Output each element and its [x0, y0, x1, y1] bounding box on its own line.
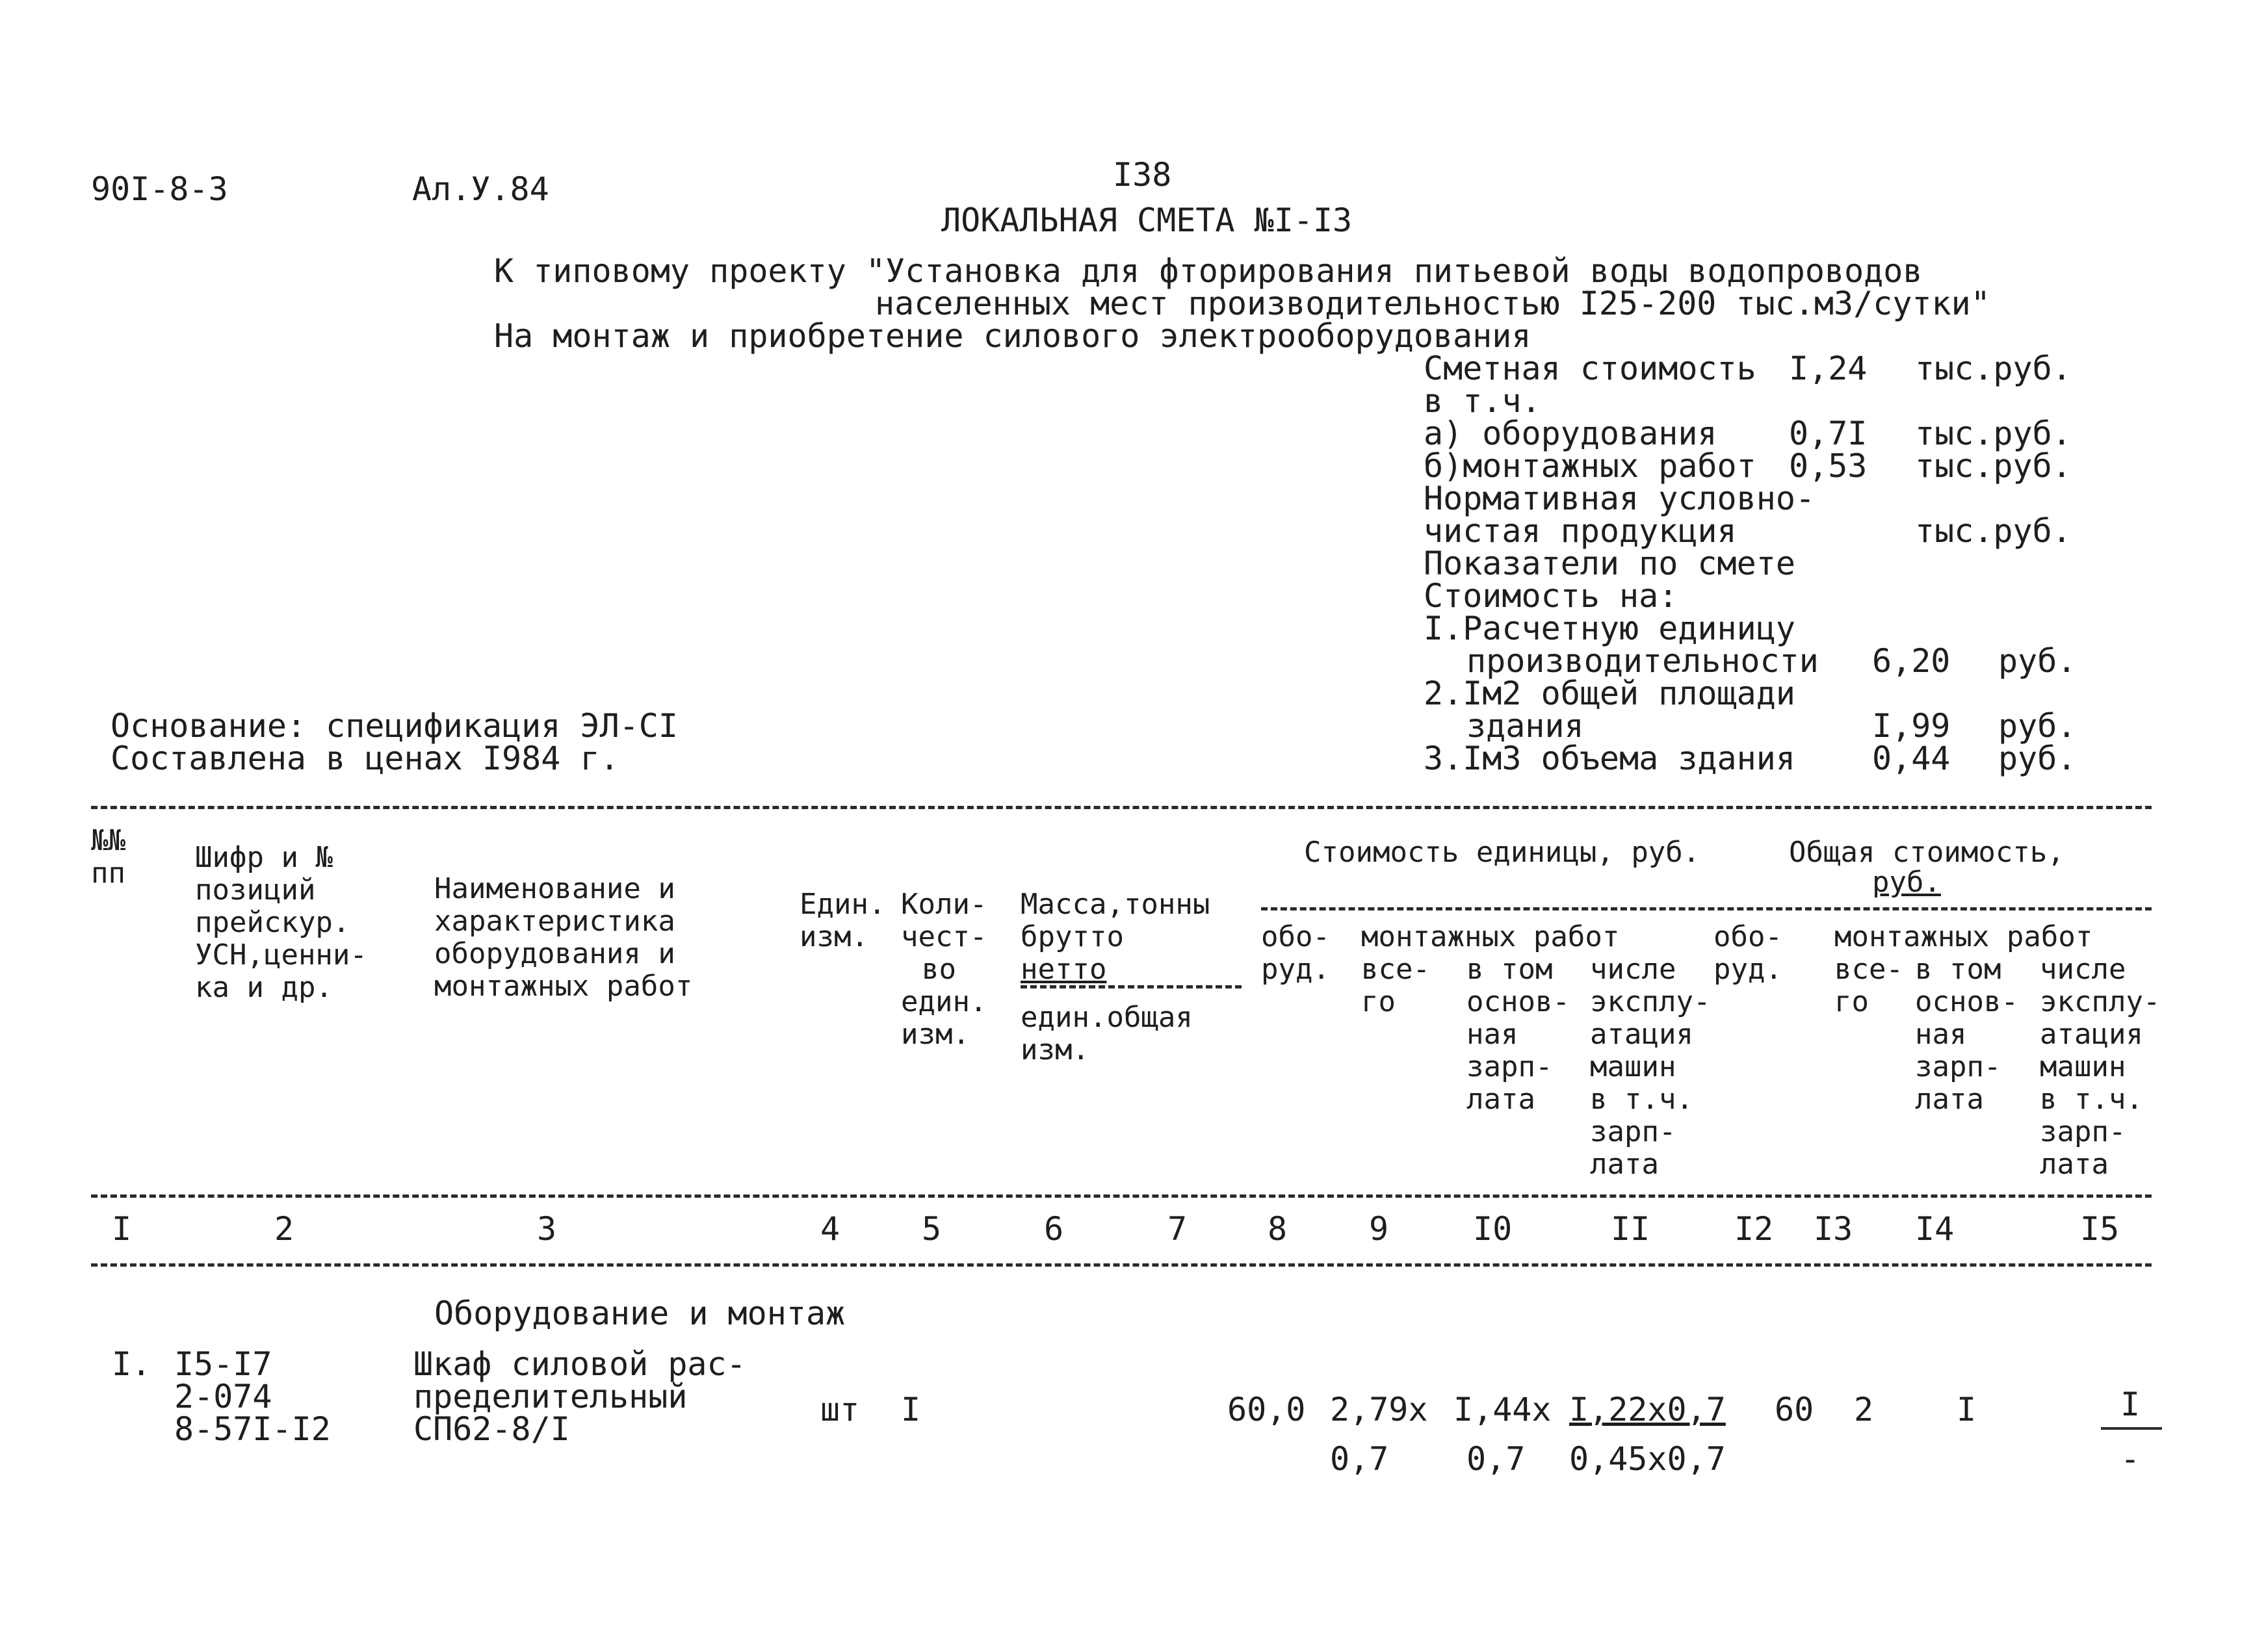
column-number: 3 — [537, 1210, 557, 1248]
installation-cost-unit: тыс.руб. — [1915, 447, 2072, 485]
col15-header-2: эксплу- — [2040, 985, 2161, 1018]
col9-header-1: все- — [1361, 953, 1430, 986]
row-code-1: I5-I7 — [174, 1345, 272, 1383]
column-number: I4 — [1915, 1210, 1955, 1248]
col3-header-4: монтажных работ — [434, 970, 693, 1003]
col14-header-1: в том — [1915, 953, 2001, 986]
indicator-1-label: I.Расчетную единицу — [1424, 610, 1795, 647]
column-number: I3 — [1814, 1210, 1853, 1248]
table-top-rule — [91, 806, 2152, 809]
row-install-unit-total-coef: 0,7 — [1330, 1440, 1389, 1478]
indicator-2-label: 2.Iм2 общей площади — [1424, 675, 1795, 712]
row-name-1: Шкаф силовой рас- — [413, 1345, 746, 1383]
row-machine-total-wage: - — [2120, 1440, 2141, 1478]
col1-header-2: пп — [91, 857, 125, 890]
equipment-cost-value: 0,7I — [1789, 415, 1868, 452]
row-equipment-total: 60 — [1775, 1391, 1814, 1428]
section-title: Оборудование и монтаж — [434, 1295, 846, 1332]
cost-per-heading: Стоимость на: — [1424, 577, 1678, 615]
col8-header-2: руд. — [1261, 953, 1330, 986]
equipment-cost-label: а) оборудования — [1424, 415, 1717, 452]
row-unit: шт — [820, 1391, 860, 1428]
col11-header-6: зарп- — [1590, 1115, 1676, 1148]
col10-header-1: в том — [1466, 953, 1553, 986]
col3-header-1: Наименование и — [434, 872, 675, 905]
col15-header-5: в т.ч. — [2040, 1083, 2143, 1116]
col10-header-3: ная — [1466, 1018, 1518, 1051]
estimated-cost-unit: тыс.руб. — [1915, 350, 2072, 387]
col5-header-4: един. — [901, 985, 987, 1018]
col11-header-2: эксплу- — [1590, 985, 1711, 1018]
estimated-cost-label: Сметная стоимость — [1424, 350, 1756, 387]
page-number: I38 — [1113, 156, 1172, 194]
indicator-2-value: I,99 — [1872, 707, 1951, 745]
column-number: 6 — [1044, 1210, 1064, 1248]
col11-header-4: машин — [1590, 1050, 1676, 1083]
row-name-2: пределительный — [413, 1378, 688, 1415]
mass-brutto: брутто — [1021, 920, 1124, 953]
column-number: I5 — [2080, 1210, 2120, 1248]
indicator-1-value: 6,20 — [1872, 642, 1951, 680]
total-cost-group-header: Общая стоимость, — [1789, 836, 2064, 869]
col8-header-1: обо- — [1261, 920, 1330, 953]
col15-header-1: числе — [2040, 953, 2126, 986]
col9-header-2: го — [1361, 985, 1396, 1018]
col2-header-1: Шифр и № — [195, 841, 333, 874]
col15-header-4: машин — [2040, 1050, 2126, 1083]
col15-header-6: зарп- — [2040, 1115, 2126, 1148]
project-line-2: населенных мест производительностью I25-200 тыс.м3/сутки" — [875, 285, 1990, 322]
including-label: в т.ч. — [1424, 382, 1541, 420]
column-number: 7 — [1167, 1210, 1188, 1248]
row-quantity: I — [901, 1391, 921, 1428]
col5-header-2: чест- — [901, 920, 987, 953]
row-install-unit-wage: I,44х — [1453, 1391, 1552, 1428]
col11-header-3: атация — [1590, 1018, 1693, 1051]
col1-header-1: №№ — [91, 824, 125, 857]
estimated-cost-value: I,24 — [1789, 350, 1868, 387]
unit-cost-group-header: Стоимость единицы, руб. — [1304, 836, 1700, 869]
mass-sub-1: един.общая — [1021, 1001, 1193, 1034]
column-number: II — [1611, 1210, 1650, 1248]
fraction-bar — [2101, 1427, 2162, 1430]
row-install-total-wage: I — [1957, 1391, 1977, 1428]
col2-header-3: прейскур. — [195, 906, 350, 939]
document-code: 90I-8-3 — [91, 170, 228, 208]
indicator-2-unit: руб. — [1998, 707, 2077, 745]
col12-header-2: руд. — [1713, 953, 1782, 986]
col10-header-5: лата — [1466, 1083, 1535, 1116]
indicators-heading: Показатели по смете — [1424, 545, 1795, 582]
col14-header-4: зарп- — [1915, 1050, 2001, 1083]
col4-header-2: изм. — [800, 920, 868, 953]
indicator-1-label-2: производительности — [1466, 642, 1819, 680]
col3-header-3: оборудования и — [434, 937, 675, 970]
project-line-1: К типовому проекту "Установка для фторирования питьевой воды водопроводов — [494, 252, 1923, 290]
mass-rule — [1021, 985, 1242, 988]
basis-line: Основание: спецификация ЭЛ-СI — [111, 707, 678, 745]
row-install-unit-total: 2,79х — [1330, 1391, 1428, 1428]
estimate-purpose: На монтаж и приобретение силового электрооборудования — [494, 317, 1531, 355]
numbers-bottom-rule — [91, 1263, 2152, 1267]
col14-header-2: основ- — [1915, 985, 2018, 1018]
col5-header-3: во — [922, 953, 956, 986]
col2-header-5: ка и др. — [195, 971, 333, 1004]
install-total-header: монтажных работ — [1834, 920, 2093, 953]
row-machine-total: I — [2120, 1386, 2141, 1423]
mass-netto: нетто — [1021, 953, 1107, 986]
prices-year-line: Составлена в ценах I984 г. — [111, 740, 619, 777]
col15-header-7: лата — [2040, 1148, 2109, 1181]
column-number: 2 — [274, 1210, 294, 1248]
col10-header-4: зарп- — [1466, 1050, 1553, 1083]
row-code-2: 2-074 — [174, 1378, 272, 1415]
row-install-total: 2 — [1854, 1391, 1874, 1428]
col14-header-3: ная — [1915, 1018, 1967, 1051]
column-number: I2 — [1734, 1210, 1774, 1248]
mass-sub-2: изм. — [1021, 1033, 1089, 1066]
column-number: I0 — [1473, 1210, 1513, 1248]
mass-header: Масса,тонны — [1021, 888, 1210, 921]
equipment-cost-unit: тыс.руб. — [1915, 415, 2072, 452]
estimate-title: ЛОКАЛЬНАЯ СМЕТА №I-I3 — [941, 201, 1353, 239]
header-bottom-rule — [91, 1194, 2152, 1198]
install-unit-header: монтажных работ — [1361, 920, 1620, 953]
col11-header-5: в т.ч. — [1590, 1083, 1693, 1116]
col5-header-5: изм. — [901, 1018, 970, 1051]
album-code: Ал.У.84 — [412, 170, 549, 208]
normative-label-1: Нормативная условно- — [1424, 480, 1816, 517]
column-number: 5 — [922, 1210, 942, 1248]
row-machine-operation: I,22х0,7 — [1569, 1391, 1726, 1428]
indicator-2-label-2: здания — [1466, 707, 1584, 745]
indicator-3-value: 0,44 — [1872, 740, 1951, 777]
normative-label-2: чистая продукция — [1424, 512, 1737, 550]
group-rule — [1261, 907, 2152, 910]
col5-header-1: Коли- — [901, 888, 987, 921]
col11-header-7: лата — [1590, 1148, 1659, 1181]
indicator-3-label: 3.Iм3 объема здания — [1424, 740, 1795, 777]
col13-header-1: все- — [1834, 953, 1903, 986]
total-cost-group-header-2: руб. — [1872, 866, 1941, 899]
row-number: I. — [112, 1345, 151, 1383]
col2-header-4: УСН,ценни- — [195, 938, 367, 972]
col11-header-1: числе — [1590, 953, 1676, 986]
normative-unit: тыс.руб. — [1915, 512, 2072, 550]
column-number: I — [112, 1210, 132, 1248]
col10-header-2: основ- — [1466, 985, 1570, 1018]
column-number: 9 — [1369, 1210, 1389, 1248]
col3-header-2: характеристика — [434, 905, 675, 938]
installation-cost-label: б)монтажных работ — [1424, 447, 1756, 485]
row-name-3: СП62-8/I — [413, 1410, 570, 1448]
col2-header-2: позиций — [195, 873, 316, 907]
col13-header-2: го — [1834, 985, 1869, 1018]
row-machine-operation-wage: 0,45х0,7 — [1569, 1440, 1726, 1478]
column-number: 8 — [1268, 1210, 1288, 1248]
row-code-3: 8-57I-I2 — [174, 1410, 331, 1448]
row-equipment-unit-cost: 60,0 — [1227, 1391, 1306, 1428]
installation-cost-value: 0,53 — [1789, 447, 1868, 485]
col14-header-5: лата — [1915, 1083, 1984, 1116]
col4-header-1: Един. — [800, 888, 886, 921]
row-install-unit-wage-coef: 0,7 — [1466, 1440, 1526, 1478]
col15-header-3: атация — [2040, 1018, 2143, 1051]
col12-header-1: обо- — [1713, 920, 1782, 953]
indicator-1-unit: руб. — [1998, 642, 2077, 680]
indicator-3-unit: руб. — [1998, 740, 2077, 777]
column-number: 4 — [820, 1210, 840, 1248]
